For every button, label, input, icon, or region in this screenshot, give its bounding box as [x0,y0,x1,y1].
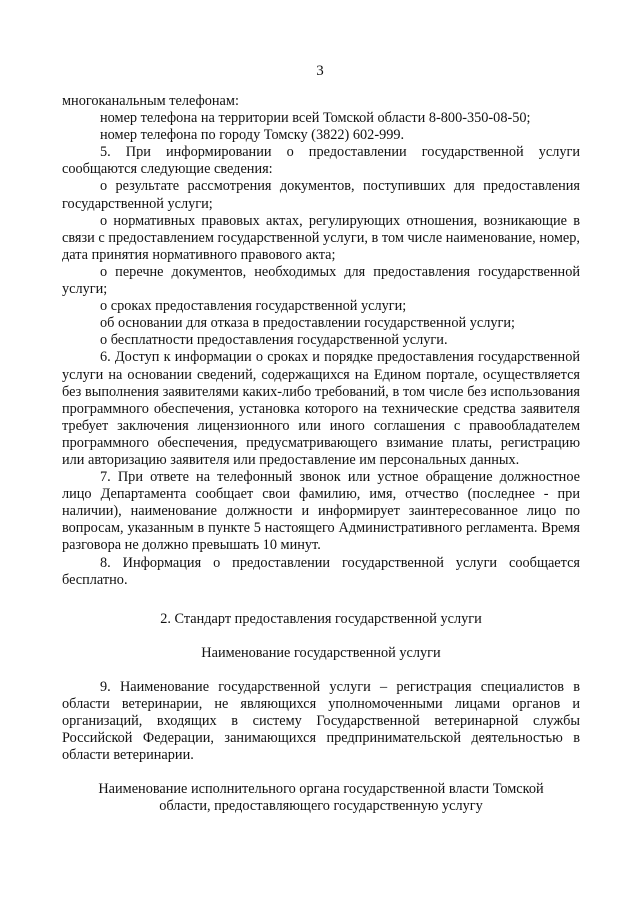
paragraph: номер телефона на территории всей Томской области 8-800-350-08-50; [100,110,531,127]
list-item: о перечне документов, необходимых для предоставления государственной услуги; [62,263,580,298]
paragraph-6: 6. Доступ к информации о сроках и порядке предоставления государственной услуги на основании сведений, содержащихся на Едином портале, осуществляется без выполнения заявителями каких-либо требований, в том числе без использования программного обеспечения, установка которого на технические средства заявителя требует заключения лицензионного или иного соглашения с правообладателем программного обеспечения, предусматривающего взимание платы, регистрацию или авторизацию заявителя или предоставление им персональных данных. [62,349,580,468]
paragraph-5: 5. При информировании о предоставлении государственной услуги сообщаются следующие сведения: [62,144,580,178]
paragraph-7: 7. При ответе на телефонный звонок или устное обращение должностное лицо Департамента сообщает свои фамилию, имя, отчество (последнее - при наличии), наименование должности и информирует заинтересованное лицо по вопросам, указанным в пункте 5 настоящего Административного регламента. Время разговора не должно превышать 10 минут. [62,469,580,554]
list-item: о нормативных правовых актах, регулирующих отношения, возникающие в связи с предоставлением государственной услуги, в том числе наименование, номер, дата принятия нормативного правового акта; [62,212,580,263]
paragraph: многоканальным телефонам: [62,93,239,109]
list-item: о сроках предоставления государственной услуги; [100,298,407,315]
page-number: 3 [316,63,324,79]
paragraph-8: 8. Информация о предоставлении государственной услуги сообщается бесплатно. [62,554,580,588]
list-item: о бесплатности предоставления государственной услуги. [100,332,448,349]
list-item: об основании для отказа в предоставлении государственной услуги; [100,315,515,332]
paragraph-9: 9. Наименование государственной услуги – регистрация специалистов в области ветеринарии, не являющихся уполномоченными лицами органов и организаций, входящих в систему Государственной ветеринарной службы Российской Федерации, занимающихся предпринимательской деятельностью в области ветеринарии. [62,678,580,764]
subsection-title: Наименование государственной услуги [201,644,441,661]
list-item: о результате рассмотрения документов, поступивших для предоставления государственной услуги; [62,178,580,212]
subsection-title-organ: Наименование исполнительного органа государственной власти Томской области, предоставляющего государственную услугу [98,781,544,815]
section-title: 2. Стандарт предоставления государственной услуги [160,610,482,627]
paragraph: номер телефона по городу Томску (3822) 602-999. [100,127,405,144]
document-body [62,93,580,816]
